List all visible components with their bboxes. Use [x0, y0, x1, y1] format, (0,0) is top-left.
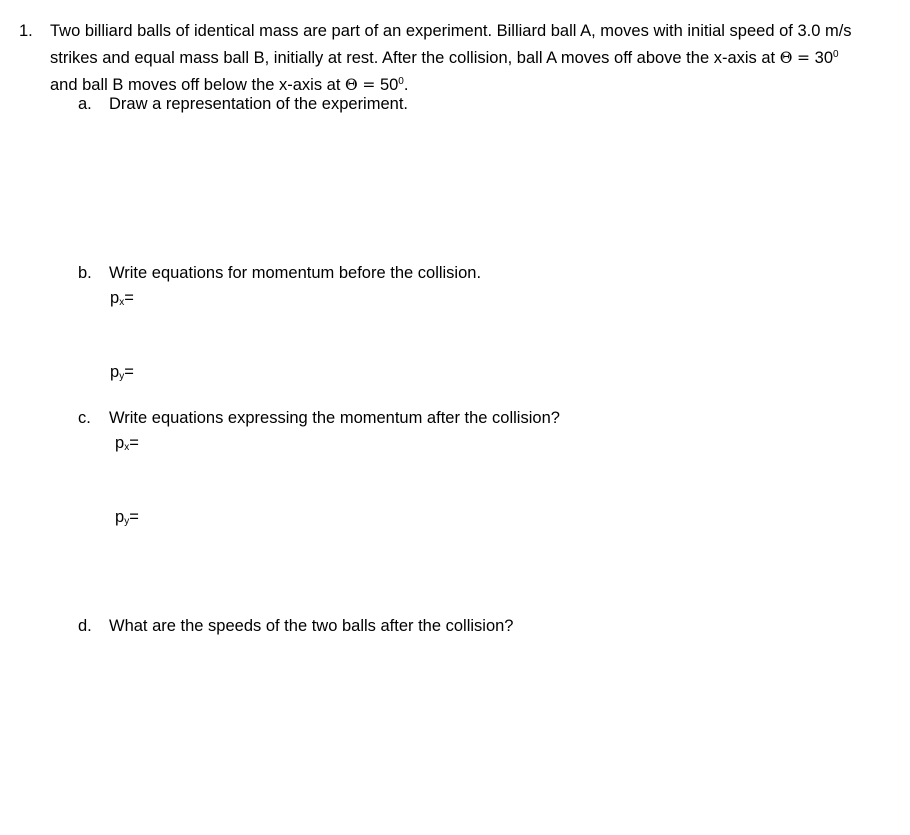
part-a-text: Draw a representation of the experiment. [109, 95, 408, 113]
part-b-py-eq: = [124, 363, 134, 381]
part-b-py-base: p [110, 363, 120, 381]
part-c-px-label [115, 431, 139, 460]
sentence-end: . [403, 76, 409, 94]
part-b-px-base: p [110, 289, 120, 307]
theta-symbol-b: Θ [345, 76, 358, 94]
part-c-px-sub: x [124, 442, 130, 453]
angle-a-value: 30 [814, 49, 833, 67]
part-c-py-label [115, 505, 139, 534]
part-c [78, 406, 858, 430]
problem-statement [50, 19, 900, 97]
degree-mark-b: 0 [398, 76, 404, 87]
equals-sign-b: = [362, 76, 376, 94]
part-c-letter: c. [78, 409, 91, 427]
part-c-text: Write equations expressing the momentum after the collision? [109, 409, 560, 427]
part-b-px-eq: = [124, 289, 134, 307]
problem-line-1: Two billiard balls of identical mass are part of an experiment. Billiard ball A, moves with initial speed of 3.0 m/s [50, 22, 852, 40]
part-b-letter: b. [78, 264, 92, 282]
part-c-py-sub: y [124, 516, 130, 527]
part-b-text: Write equations for momentum before the collision. [109, 264, 482, 282]
part-b-py-sub: y [119, 371, 125, 382]
problem-line-2 [50, 43, 900, 70]
part-c-py-eq: = [129, 508, 139, 526]
part-d [78, 614, 858, 638]
problem-line-2-text: strikes and equal mass ball B, initially at rest. After the collision, ball A moves off above the x-axis at [50, 49, 776, 67]
part-b-px-sub: x [119, 297, 125, 308]
part-c-px-base: p [115, 434, 125, 452]
part-d-text: What are the speeds of the two balls after the collision? [109, 617, 514, 635]
part-b [78, 261, 858, 285]
theta-symbol-a: Θ [779, 49, 793, 67]
part-d-letter: d. [78, 617, 92, 635]
part-c-px-eq: = [129, 434, 139, 452]
part-c-py-base: p [115, 508, 125, 526]
part-a [78, 92, 858, 116]
part-a-letter: a. [78, 95, 92, 113]
problem-line-3-text: and ball B moves off below the x-axis at [50, 76, 341, 94]
part-b-py-label [110, 360, 134, 389]
degree-mark-a: 0 [833, 49, 839, 60]
angle-b-value: 50 [379, 76, 399, 94]
equals-sign-a: = [797, 49, 811, 67]
problem-number: 1. [19, 22, 33, 40]
part-b-px-label [110, 286, 134, 315]
